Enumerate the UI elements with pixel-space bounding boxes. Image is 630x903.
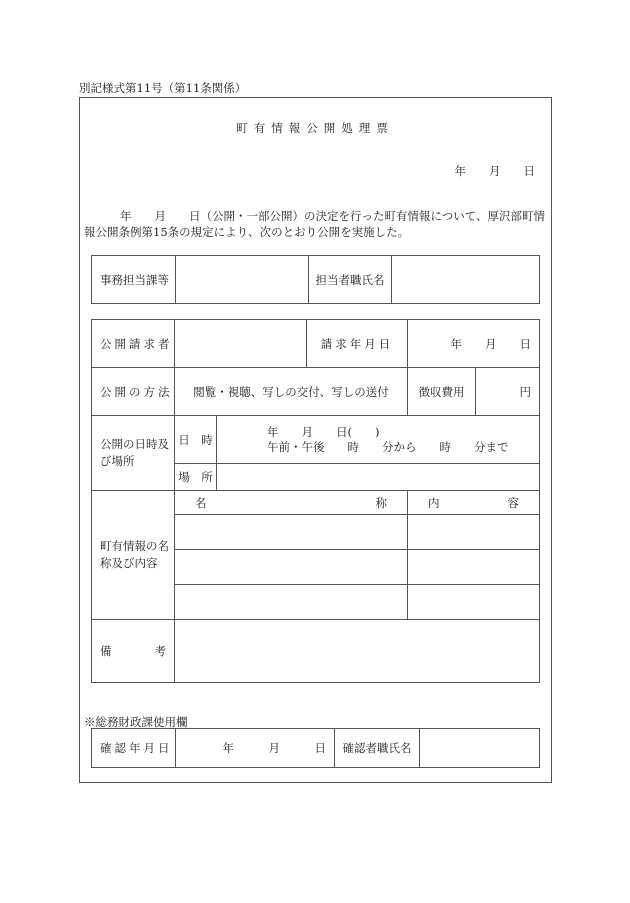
- form-date: 年 月 日: [454, 164, 535, 178]
- staff-table: [91, 255, 540, 304]
- admin-table: [91, 728, 540, 768]
- info-label: 町有情報の名称及び内容: [92, 491, 175, 620]
- col-header-name: 名 称: [175, 491, 408, 515]
- intro-paragraph: 年 月 日（公開・一部公開）の決定を行った町有情報について、厚沢部町情報公開条例第15条の規定により、次のとおり公開を実施した。: [84, 209, 546, 239]
- info-name-cell[interactable]: [175, 515, 408, 550]
- officer-label: 担当者職氏名: [309, 256, 392, 304]
- remarks-label: 備 考: [92, 620, 175, 683]
- datetime-field[interactable]: [217, 416, 540, 464]
- confirmer-field[interactable]: [420, 729, 540, 768]
- dept-field[interactable]: [176, 256, 309, 304]
- place-label: 場 所: [175, 464, 217, 491]
- info-content-cell[interactable]: [408, 550, 540, 585]
- info-name-cell[interactable]: [175, 585, 408, 620]
- col-header-content: 内 容: [408, 491, 540, 515]
- info-name-cell[interactable]: [175, 550, 408, 585]
- info-content-cell[interactable]: [408, 515, 540, 550]
- datetime-line-1: 年 月 日( ): [267, 424, 380, 439]
- request-date-label: 請求年月日: [307, 320, 408, 368]
- requester-label: 公開請求者: [92, 320, 175, 368]
- confirm-date-label: 確認年月日: [92, 729, 176, 768]
- admin-section-label: ※総務財政課使用欄: [84, 715, 188, 729]
- place-field[interactable]: [217, 464, 540, 491]
- dept-label: 事務担当課等: [92, 256, 176, 304]
- request-date-field[interactable]: 年 月 日: [408, 320, 540, 368]
- datetime-line-2: 午前・午後 時 分から 時 分まで: [267, 439, 509, 454]
- method-options[interactable]: 閲覧・視聴、写しの交付、写しの送付: [175, 368, 408, 416]
- remarks-field[interactable]: [175, 620, 540, 683]
- confirm-date-field[interactable]: 年 月 日: [176, 729, 335, 768]
- info-content-cell[interactable]: [408, 585, 540, 620]
- confirmer-label: 確認者職氏名: [335, 729, 420, 768]
- form-title: 町有情報公開処理票: [236, 121, 394, 135]
- requester-field[interactable]: [175, 320, 307, 368]
- method-label: 公開の方法: [92, 368, 175, 416]
- officer-field[interactable]: [392, 256, 540, 304]
- request-table: [91, 319, 540, 683]
- datetime-label: 日 時: [175, 416, 217, 464]
- fee-field[interactable]: 円: [476, 368, 540, 416]
- form-number: 別記様式第11号（第11条関係）: [79, 81, 247, 95]
- datetime-place-label: 公開の日時及び場所: [92, 416, 175, 491]
- fee-label: 徴収費用: [408, 368, 476, 416]
